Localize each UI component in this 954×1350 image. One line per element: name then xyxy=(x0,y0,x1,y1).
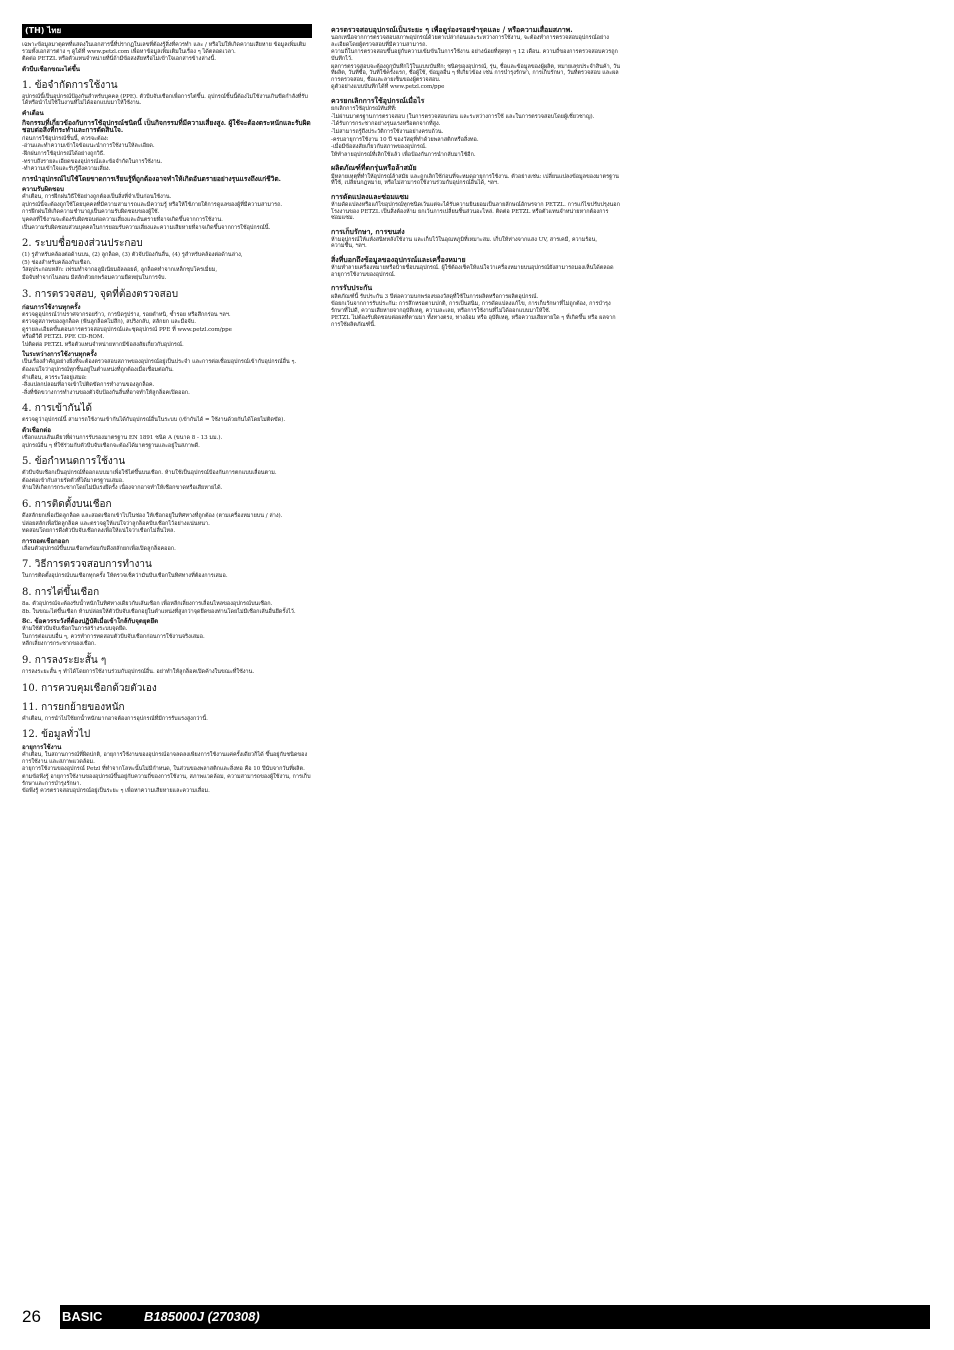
section-12-subheading: อายุการใช้งาน xyxy=(22,744,62,752)
section-8-line: 8b. ในขณะไต่ขึ้นเชือก ห้ามปล่อยให้ตัวบีบจับเชือกอยู่ในตำแหน่งที่สูงกว่าจุดยึดของท่านโดยไม่มีเชือกเส้นอื่นยึดรั้งไว้. xyxy=(22,608,296,615)
section-3-subheading: ในระหว่างการใช้งานทุกครั้ง xyxy=(22,351,97,359)
footer-bar xyxy=(60,1305,930,1329)
warranty-line: PETZL ไม่ต้องรับผิดชอบต่อผลที่ตามมา ทั้งทางตรง, ทางอ้อม หรือ อุบัติเหตุ, หรือความเสียหายใด ๆ ที่เกิดขึ้น หรือ ผลจากการใช้ผลิตภัณฑ์นี้. xyxy=(331,315,616,329)
section-8-line: หลีกเลี่ยงการกระชากของเชือก. xyxy=(22,641,96,648)
section-2-title: 2. ระบบชื่อของส่วนประกอบ xyxy=(22,238,143,250)
section-5-line: ตัวบีบจับเชือกเป็นอุปกรณ์ที่ออกแบบมาเพื่อใช้ไต่ขึ้นบนเชือก. ห้ามใช้เป็นอุปกรณ์ป้องกันการตกแบบเลื่อนตาม. xyxy=(22,470,277,477)
section-8-line: 8a. ตัวอุปกรณ์จะต้องรับน้ำหนักในทิศทางเดียวกับเส้นเชือก เพื่อหลีกเลี่ยงการเลื่อนไหลของอุปกรณ์บนเชือก. xyxy=(22,600,273,607)
section-8-title: 8. การไต่ขึ้นเชือก xyxy=(22,586,100,598)
obsolescence-body: มีหลายเหตุที่ทำให้อุปกรณ์ล้าสมัย และถูกเลิกใช้ก่อนที่จะหมดอายุการใช้งาน. ตัวอย่างเช่น: เปลี่ยนแปลงข้อมูลของมาตรฐานที่ใช้, เปลี่ยนกฎหมาย, หรือไม่สามารถใช้งานร่วมกับอุปกรณ์อื่นได้, ฯลฯ. xyxy=(331,173,619,187)
section-8-line: ห้ามใช้ตัวบีบจับเชือกในการสร้างระบบจุดยึด. xyxy=(22,626,128,633)
section-5-line: ต้องต่อเข้ากับสายรัดตัวที่ได้มาตรฐานเสมอ. xyxy=(22,477,124,484)
page-number: 26 xyxy=(22,1307,41,1326)
section-1-body: อุปกรณ์นี้เป็นอุปกรณ์ป้องกันสำหรับบุคคล (PPE). ตัวบีบจับเชือกเพื่อการไต่ขึ้น. อุปกรณ์ชิ้นนี้ต้องไม่ใช้งานเกินขีดกำลังที่รับได้หรือนำไปใช้ในงานที่ไม่ได้ออกแบบมาให้ใช้งาน. xyxy=(22,93,308,107)
section-12-title: 12. ข้อมูลทั่วไป xyxy=(22,729,91,741)
left-column xyxy=(22,24,312,1294)
page-footer xyxy=(22,1305,930,1329)
section-10-title: 10. การควบคุมเชือกด้วยตัวเอง xyxy=(22,682,157,694)
section-3-line: ต้องแน่ใจว่าอุปกรณ์ทุกชิ้นอยู่ในตำแหน่งที่ถูกต้องเมื่อเชื่อมต่อกัน. xyxy=(22,367,174,374)
responsibility-line: คำเตือน, การฝึกฝนวิธีใช้อย่างถูกต้องเป็นสิ่งที่จำเป็นก่อนใช้งาน. xyxy=(22,194,172,201)
responsibility-line: เป็นความรับผิดชอบส่วนบุคคลในการยอมรับความเสี่ยงและความเสียหายที่อาจเกิดขึ้นจากการใช้อุปกรณ์นี้. xyxy=(22,224,271,231)
section-3-line: เป็นเรื่องสำคัญอย่างยิ่งที่จะต้องตรวจสอบสภาพของอุปกรณ์อยู่เป็นประจำ และการต่อเชื่อมอุปกรณ์เข้ากับอุปกรณ์อื่น ๆ. xyxy=(22,359,297,366)
intro-text: ติดต่อ PETZL หรือตัวแทนจำหน่ายที่นี่ถ้ามีข้อสงสัยหรือไม่เข้าใจเอกสารข้างล่างนี้. xyxy=(22,56,216,63)
intro-text: เฉพาะข้อมูลมาตุดทที่แสดงในเอกสารนี้ที่ปรากฏในเลขที่ต้องรู้สิ่งที่ควรทำ และ / หรือไม่ให้เกิดความเสียหาย ข้อมูลเพิ่มเติมรวมทั้งเอกสารต่าง ๆ ดูได้ที่ www.petzl.com เพื่อหาข้อมูลเพิ่มเติมในเรื่อง ๆ ได้ตลอดเวลา. xyxy=(22,42,306,55)
warning-footer: การนำอุปกรณ์ไปใช้โดยขาดการเรียนรู้ที่ถูกต้องอาจทำให้เกิดอันตรายอย่างรุนแรงถึงแก่ชีวิต. xyxy=(22,174,281,183)
retirement-line: ให้ทำลายอุปกรณ์ที่เลิกใช้แล้ว เพื่อป้องกันการนำกลับมาใช้อีก. xyxy=(331,151,476,158)
section-8-line: ในการต่อแบบอื่น ๆ, ควรทำการทดสอบตัวบีบจับเชือกก่อนการใช้งานจริงเสมอ. xyxy=(22,633,205,640)
section-2-line: มือจับทำจากไนลอน มีสลักตัวยกพร้อมความยืดหยุ่นในการจับ. xyxy=(22,274,167,281)
section-12-line: คำเตือน, ในสถานการณ์ที่ผิดปกติ, อายุการใช้งานของอุปกรณ์อาจลดลงเพียงการใช้งานแค่ครั้งเดียวก็ได้ ขึ้นอยู่กับชนิดของการใช้งาน และสภาพแวดล้อม. xyxy=(22,752,308,765)
section-11-body: คำเตือน, การนำไปใช้ยกน้ำหนักมากอาจต้องการอุปกรณ์ที่มีการรับแรงสูงกว่านี้. xyxy=(22,715,208,722)
section-3-line: ตรวจดูอุปกรณ์ว่าปราศจากรอยร้าว, การบิดรูปร่าง, รอยตำหนิ, ซ้ำรอย หรือสึกกร่อน ฯลฯ. xyxy=(22,311,231,318)
section-6-line: ปล่อยสลักเพื่อปิดลูกล็อค และตรวจดูให้แน่ใจว่าลูกล็อคบีบเชือกไว้อย่างแน่นหนา. xyxy=(22,520,210,527)
right-column xyxy=(331,24,621,524)
periodic-inspection-line: นอกเหนือจากการตรวจสอบสภาพอุปกรณ์ด้วยตาเปล่าก่อนและระหว่างการใช้งาน, จะต้องทำการตรวจสอบอุปกรณ์อย่างละเอียดโดยผู้ตรวจสอบที่มีความสามารถ. xyxy=(331,35,609,48)
section-4-body: ตรวจดูว่าอุปกรณ์นี้ สามารถใช้งานเข้ากันได้กับอุปกรณ์อื่นในระบบ (เข้ากันได้ = ใช้งานด้วยกันได้โดยไม่ติดขัด). xyxy=(22,417,286,424)
section-2-line: (1) รูสำหรับคล้องต่อด้านบน, (2) ลูกล็อค, (3) ตัวจับป้องกันลื่น, (4) รูสำหรับคล้องต่อด้านล่าง, xyxy=(22,252,243,259)
section-2-line: (5) ช่องสำหรับคล้องกับเชือก. xyxy=(22,259,92,266)
section-6-line: เลื่อนตัวอุปกรณ์ขึ้นบนเชือกพร้อมกับดึงสลักยกเพื่อเปิดลูกล็อคออก. xyxy=(22,545,176,552)
section-3-line: ตรวจดูสภาพของลูกล็อค (ฟันลูกล็อคไม่สึก), สปริงกลับ, สลักยก และมือจับ. xyxy=(22,319,197,326)
section-3-line: ดูรายละเอียดขั้นตอนการตรวจสอบอุปกรณ์และชุดอุปกรณ์ PPE ที่ www.petzl.com/ppe xyxy=(22,326,232,333)
section-3-title: 3. การตรวจสอบ, จุดที่ต้องตรวจสอบ xyxy=(22,288,179,300)
section-12-line: ข้อพึงรู้ ควรตรวจสอบอุปกรณ์อยู่เป็นระยะ ๆ เพื่อหาความเสียหายและความเสื่อม. xyxy=(22,788,210,795)
obsolescence-title: ผลิตภัณฑ์ที่ตกรุ่นหรือล้าสมัย xyxy=(331,163,417,173)
section-8-subheading: 8c. ข้อควรระวังที่ต้องปฏิบัติเมื่อเข้าใกล้กับจุดยุดยึด xyxy=(22,618,159,626)
periodic-inspection-line: ความถี่ในการตรวจสอบขึ้นอยู่กับความเข้มข้นในการใช้งาน อย่างน้อยที่สุดทุก ๆ 12 เดือน. ความถี่ของการตรวจสอบควรถูกบันทึกไว้. xyxy=(331,49,618,62)
section-7-title: 7. วิธีการตรวจสอบการทำงาน xyxy=(22,559,152,571)
intro-subheading: ตัวบีบเชือกขณะไต่ขึ้น xyxy=(22,65,81,73)
retirement-line: -ไม่ผ่านมาตรฐานการตรวจสอบ (ในการตรวจสอบก่อน และระหว่างการใช้ และในการตรวจสอบโดยผู้เชี่ยวชาญ). xyxy=(331,113,595,120)
section-3-line: -สิ่งแปลกปลอมที่อาจเข้าไปติดขัดการทำงานของลูกล็อค. xyxy=(22,382,155,389)
retirement-line: -เมื่อมีข้อสงสัยเกี่ยวกับสภาพของอุปกรณ์. xyxy=(331,144,427,151)
storage-title: การเก็บรักษา, การขนส่ง xyxy=(331,226,405,236)
periodic-inspection-line: ดูตัวอย่างแบบบันทึกได้ที่ www.petzl.com/ppe xyxy=(331,84,445,91)
warranty-line: ข้อยกเว้นจากการรับประกัน: การสึกหรอตามปกติ, การเป็นสนิม, การดัดแปลงแก้ไข, การเก็บรักษาที่ไม่ถูกต้อง, การบำรุงรักษาที่ไม่ดี, ความเสียหายจากอุบัติเหตุ, ความละเลย, หรือการใช้งานที่ไม่ได้ออกแบบมาให้ใช้. xyxy=(331,301,611,314)
section-6-subheading: การถอดเชือกออก xyxy=(22,537,69,545)
markings-body: ห้ามทำลายเครื่องหมายหรือป้ายชื่อบนอุปกรณ์. ผู้ใช้ต้องเช็คให้แน่ใจว่าเครื่องหมายบนอุปกรณ์ยังสามารถมองเห็นได้ตลอดอายุการใช้งานของอุปกรณ์. xyxy=(331,265,614,278)
warning-title: กิจกรรมที่เกี่ยวข้องกับการใช้อุปกรณ์ชนิดนี้ เป็นกิจกรรมที่มีความเสี่ยงสูง. ผู้ใช้จะต้องตระหนักและรับผิดชอบต่อสิ่งที่กระทำและการตัดสินใจ. xyxy=(22,118,311,135)
section-3-line: หรือดีวีดี PETZL PPE CD-ROM. xyxy=(22,334,105,341)
section-12-line: อายุการใช้งานของอุปกรณ์ Petzl ที่ทำจากโลหะนั้นไม่มีกำหนด, ในส่วนของพลาสติกและสิ่งทอ คือ 10 ปีนับจากวันที่ผลิต. xyxy=(22,766,305,773)
section-9-title: 9. การลงระยะสั้น ๆ xyxy=(22,654,107,666)
section-6-title: 6. การติดตั้งบนเชือก xyxy=(22,499,112,510)
section-6-line: ดึงสลักยกเพื่อเปิดลูกล็อค และสอดเชือกเข้าไปในช่อง ให้เชือกอยู่ในทิศทางที่ถูกต้อง (ตามเครื่องหมายบน / ล่าง). xyxy=(22,513,283,519)
warning-line: -ฝึกฝนการใช้อุปกรณ์ได้อย่างถูกวิธี. xyxy=(22,150,105,157)
responsibility-line: การฝึกฝนให้เกิดความชำนาญเป็นความรับผิดชอบของผู้ใช้. xyxy=(22,209,160,216)
section-12-line: ตามข้อพึงรู้ อายุการใช้งานของอุปกรณ์ขึ้นอยู่กับความถี่ของการใช้งาน, สภาพแวดล้อม, ความสามารถของผู้ใช้งาน, การเก็บรักษาและการบำรุงรักษา. xyxy=(22,773,311,787)
retirement-line: ยกเลิกการใช้อุปกรณ์ทันทีที่: xyxy=(331,106,397,113)
responsibility-line: อุปกรณ์นี้จะต้องถูกใช้โดยบุคคลที่มีความสามารถและมีความรู้ หรือให้ใช้ภายใต้การดูแลของผู้ที่มีความสามารถ. xyxy=(22,201,283,208)
section-2-line: วัสดุประกอบหลัก: เฟรมทำจากอลูมิเนียมอัลลอยด์, ลูกล็อคทำจากเหล็กชุบโครเมี่ยม, xyxy=(22,267,218,274)
section-5-title: 5. ข้อกำหนดการใช้งาน xyxy=(22,456,126,468)
section-3-line: ไปติดต่อ PETZL หรือตัวแทนจำหน่ายหากมีข้อสงสัยเกี่ยวกับอุปกรณ์. xyxy=(22,341,184,348)
periodic-inspection-title: ควรตรวจสอบอุปกรณ์เป็นระยะ ๆ เพื่อดูร่องรอยชำรุดและ / หรือความเสื่อมสภาพ. xyxy=(331,25,573,34)
warning-label: คำเตือน xyxy=(22,109,44,117)
product-name: BASIC xyxy=(62,1309,103,1324)
language-header: (TH) ไทย xyxy=(22,24,312,38)
section-5-line: ห้ามให้เกิดการกระชากโดยไม่มีแรงยึดรั้ง เนื่องจากอาจทำให้เชือกขาดหรือเสียหายได้. xyxy=(22,485,223,492)
modifications-body: ห้ามดัดแปลงหรือแก้ไขอุปกรณ์ทุกชนิดเว้นแต่จะได้รับความยินยอมเป็นลายลักษณ์อักษรจาก PETZL. การแก้ไขปรับปรุงนอกโรงงานของ PETZL เป็นสิ่งต้องห้าม ยกเว้นการเปลี่ยนชิ้นส่วนอะไหล่. ติดต่อ PETZL หรือตัวแทนจำหน่ายหากต้องการซ่อมแซม. xyxy=(331,201,620,222)
retirement-line: -ครบอายุการใช้งาน 10 ปี ของวัสดุที่ทำด้วยพลาสติกหรือสิ่งทอ. xyxy=(331,136,479,143)
section-11-title: 11. การยกย้ายของหนัก xyxy=(22,701,125,713)
responsibility-title: ความรับผิดชอบ xyxy=(22,186,64,194)
retirement-title: ควรยกเลิกการใช้อุปกรณ์เมื่อไร xyxy=(331,95,425,105)
section-4-subheading: ตัวเชือกต่อ xyxy=(22,427,52,435)
section-6-line: ทดสอบโดยการดึงตัวบีบจับเชือกลงเพื่อให้แน่ใจว่าเชือกไม่ลื่นไหล. xyxy=(22,528,176,535)
warning-line: -อ่านและทำความเข้าใจข้อแนะนำการใช้งานให้ละเอียด. xyxy=(22,143,155,150)
warning-line: -ทราบถึงรายละเอียดของอุปกรณ์และข้อจำกัดในการใช้งาน. xyxy=(22,158,163,165)
retirement-line: -ไม่สามารถรู้ถึงประวัติการใช้งานอย่างครบถ้วน. xyxy=(331,128,444,135)
markings-title: สิ่งที่บอกถึงข้อมูลของอุปกรณ์และเครื่องหมาย xyxy=(331,255,466,265)
periodic-inspection-line: ผลการตรวจสอบจะต้องถูกบันทึกไว้ในแบบบันทึก: ชนิดของอุปกรณ์, รุ่น, ชื่อและข้อมูลของผู้ผลิต, หมายเลขประจำสินค้า, วันที่ผลิต, วันที่ซื้อ, วันที่ใช้ครั้งแรก, ชื่อผู้ใช้, ข้อมูลอื่น ๆ ที่เกี่ยวข้อง เช่น การบำรุงรักษา, การเก็บรักษา, วันที่ตรวจสอบ และผลการตรวจสอบ, ชื่อและลายเซ็นของผู้ตรวจสอบ. xyxy=(331,63,621,83)
document-reference: B185000J (270308) xyxy=(144,1309,260,1324)
section-3-line: -สิ่งที่ขัดขวางการทำงานของตัวจับป้องกันลื่นที่อาจทำให้ลูกล็อคเปิดออก. xyxy=(22,389,190,396)
section-9-body: การลงระยะสั้น ๆ ทำได้โดยการใช้งานร่วมกับอุปกรณ์อื่น. อย่าทำให้ลูกล็อคเปิดค้างในขณะที่ใช้งาน. xyxy=(22,668,255,675)
section-4-line: อุปกรณ์อื่น ๆ ที่ใช้ร่วมกับตัวบีบจับเชือกจะต้องได้มาตรฐานและอยู่ในสภาพดี. xyxy=(22,442,200,449)
warning-line: -ทำความเข้าใจและรับรู้ถึงความเสี่ยง. xyxy=(22,166,111,173)
section-7-body: ในการติดตั้งอุปกรณ์บนเชือกทุกครั้ง ให้ตรวจเช็คว่ามันบีบเชือกในทิศทางที่ต้องการเสมอ. xyxy=(22,573,228,580)
section-3-subheading: ก่อนการใช้งานทุกครั้ง xyxy=(22,303,81,311)
section-1-title: 1. ข้อจำกัดการใช้งาน xyxy=(22,79,118,91)
section-3-line: คำเตือน, ควรระวังอยู่เสมอ: xyxy=(22,374,87,381)
section-4-line: เชือกแบบเส้นเดียวที่ผ่านการรับรองมาตรฐาน EN 1891 ชนิด A (ขนาด 8 - 13 มม.). xyxy=(22,435,223,442)
retirement-line: -ได้รับการกระชากอย่างรุนแรงหรือตกจากที่สูง. xyxy=(331,121,441,128)
section-4-title: 4. การเข้ากันได้ xyxy=(22,403,93,415)
modifications-title: การดัดแปลงและซ่อมแซม xyxy=(331,191,409,201)
warning-line: ก่อนการใช้อุปกรณ์ชิ้นนี้, ควรจะต้อง: xyxy=(22,135,109,142)
storage-body: ห้ามอุปกรณ์ให้แห้งสนิทหลังใช้งาน และเก็บไว้ในอุณหภูมิที่เหมาะสม. เก็บให้ห่างจากแสง UV, สารเคมี, ความร้อน, ความชื้น, ฯลฯ. xyxy=(331,236,598,250)
warranty-line: ผลิตภัณฑ์นี้ รับประกัน 3 ปีต่อความบกพร่องของวัสดุที่ใช้ในการผลิตหรือการผลิตอุปกรณ์. xyxy=(331,293,539,300)
responsibility-line: บุคคลที่ใช้งานจะต้องรับผิดชอบต่อความเสี่ยงและอันตรายที่อาจเกิดขึ้นจากการใช้งาน. xyxy=(22,216,223,223)
warranty-title: การรับประกัน xyxy=(331,283,373,293)
